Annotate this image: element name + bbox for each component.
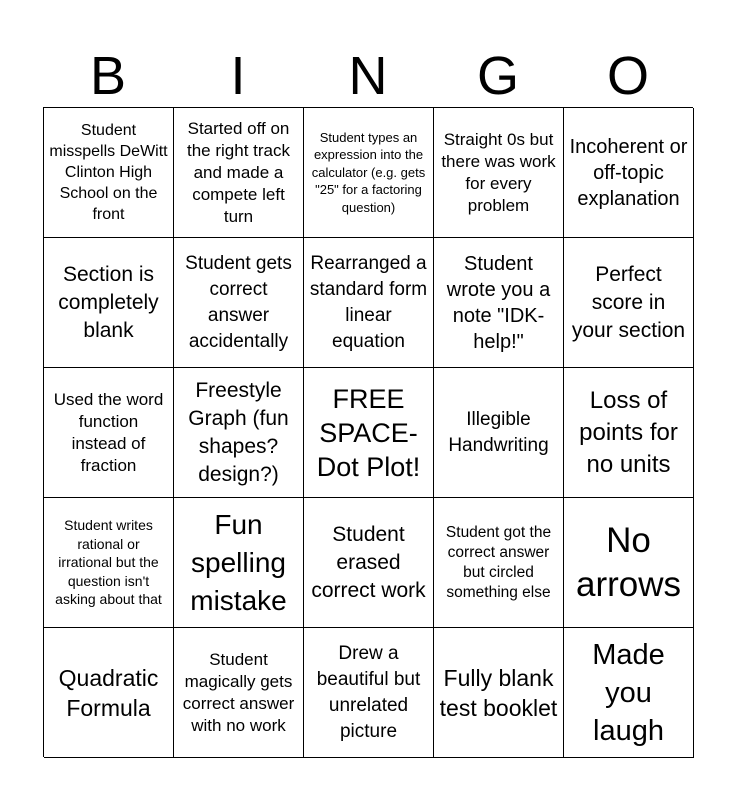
- cell-text: Section is completely blank: [58, 262, 159, 342]
- bingo-cell-r3c2[interactable]: [174, 368, 304, 498]
- bingo-cell-r4c5[interactable]: [564, 498, 694, 628]
- cell-text: Student types an expression into the calculator (e.g. gets "25" for a factoring question): [311, 129, 426, 215]
- cell-text: Started off on the right track and made a compete left turn: [187, 118, 290, 226]
- bingo-cell-r2c1[interactable]: [44, 238, 174, 368]
- cell-text: No arrows: [575, 520, 682, 604]
- cell-text: Student got the correct answer but circled something else: [445, 523, 552, 601]
- cell-text: Fun spelling mistake: [190, 508, 287, 616]
- cell-text: Perfect score in your section: [571, 262, 686, 342]
- bingo-cell-r5c3[interactable]: [304, 628, 434, 758]
- bingo-cell-r4c4[interactable]: [434, 498, 564, 628]
- header-letter-b: B: [89, 46, 127, 106]
- cell-text: Incoherent or off-topic explanation: [569, 135, 688, 210]
- cell-text: Student misspells DeWitt Clinton High School on the front: [49, 122, 168, 223]
- bingo-cell-r3c1[interactable]: [44, 368, 174, 498]
- bingo-header: [43, 46, 693, 106]
- cell-text: Student magically gets correct answer with no work: [182, 649, 295, 735]
- cell-text: Student wrote you a note "IDK-help!": [446, 252, 551, 353]
- bingo-cell-r1c5[interactable]: [564, 108, 694, 238]
- bingo-cell-r4c1[interactable]: [44, 498, 174, 628]
- bingo-cell-r1c1[interactable]: [44, 108, 174, 238]
- cell-text: Drew a beautiful but unrelated picture: [316, 642, 421, 742]
- header-letter-o: O: [606, 46, 649, 106]
- bingo-cell-r1c3[interactable]: [304, 108, 434, 238]
- bingo-cell-r2c2[interactable]: [174, 238, 304, 368]
- header-letter-i: I: [230, 46, 246, 106]
- bingo-cell-r3c5[interactable]: [564, 368, 694, 498]
- header-letter-g: G: [476, 46, 519, 106]
- bingo-cell-r1c2[interactable]: [174, 108, 304, 238]
- cell-text: Used the word function instead of fraction: [53, 389, 164, 475]
- cell-text: FREE SPACE-Dot Plot!: [316, 383, 421, 482]
- bingo-cell-r2c3[interactable]: [304, 238, 434, 368]
- cell-text: Student writes rational or irrational but the question isn't asking about that: [55, 517, 162, 608]
- bingo-cell-r1c4[interactable]: [434, 108, 564, 238]
- bingo-cell-r4c2[interactable]: [174, 498, 304, 628]
- bingo-cell-r5c4[interactable]: [434, 628, 564, 758]
- bingo-cell-r2c4[interactable]: [434, 238, 564, 368]
- cell-text: Fully blank test booklet: [439, 664, 558, 721]
- bingo-cell-r5c2[interactable]: [174, 628, 304, 758]
- cell-text: Freestyle Graph (fun shapes? design?): [188, 378, 289, 486]
- header-letter-n: N: [348, 46, 388, 106]
- cell-text: Student erased correct work: [311, 522, 426, 602]
- bingo-card: [43, 107, 693, 757]
- cell-text: Straight 0s but there was work for every problem: [441, 129, 556, 215]
- bingo-cell-r5c5[interactable]: [564, 628, 694, 758]
- bingo-cell-r3c3[interactable]: [304, 368, 434, 498]
- cell-text: Illegible Handwriting: [448, 408, 549, 456]
- cell-text: Rearranged a standard form linear equation: [309, 252, 428, 352]
- bingo-cell-r3c4[interactable]: [434, 368, 564, 498]
- cell-text: Quadratic Formula: [58, 664, 159, 721]
- cell-text: Loss of points for no units: [579, 386, 678, 478]
- bingo-cell-r2c5[interactable]: [564, 238, 694, 368]
- bingo-cell-r4c3[interactable]: [304, 498, 434, 628]
- cell-text: Made you laugh: [592, 638, 665, 747]
- bingo-cell-r5c1[interactable]: [44, 628, 174, 758]
- cell-text: Student gets correct answer accidentally: [185, 252, 292, 352]
